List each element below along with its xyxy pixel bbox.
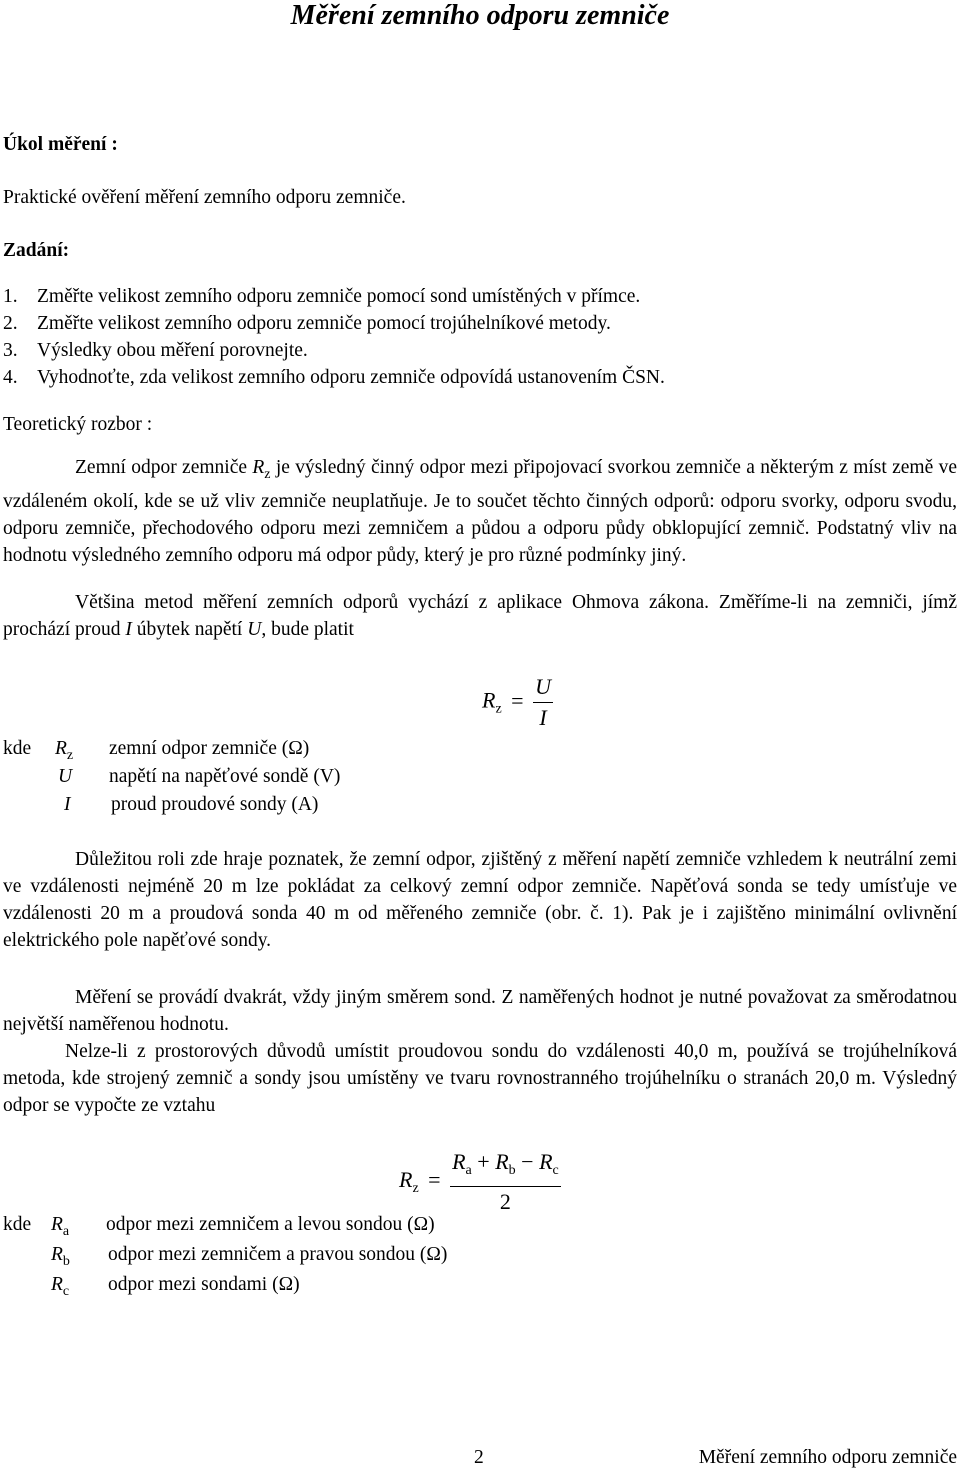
definition-row <box>3 1271 643 1300</box>
symbol-u: U <box>247 619 262 640</box>
definition-symbol <box>64 791 71 818</box>
assignment-heading: Zadání: <box>3 240 70 261</box>
symbol: I <box>64 794 71 815</box>
plus-sign: + <box>477 1149 490 1174</box>
equals-sign: = <box>511 687 524 713</box>
kde-label: kde <box>3 738 32 759</box>
item-number: 1. <box>3 286 18 307</box>
item-text: Změřte velikost zemního odporu zemniče pomocí sond umístěných v přímce. <box>37 286 641 307</box>
fraction <box>450 1147 561 1217</box>
definition-text: napětí na napěťové sondě (V) <box>109 766 341 787</box>
subscript: c <box>62 1284 70 1299</box>
assignment-item <box>3 310 611 337</box>
definition-text: proud proudové sondy (A) <box>111 794 319 815</box>
definition-symbol <box>51 1241 70 1275</box>
theory-paragraph-2 <box>3 589 957 643</box>
theory-heading: Teoretický rozbor : <box>3 414 153 435</box>
task-text: Praktické ověření měření zemního odporu zemniče. <box>3 187 406 208</box>
subscript: z <box>264 467 271 482</box>
subscript: c <box>552 1163 559 1178</box>
text-run: úbytek napětí <box>131 619 248 640</box>
subscript: b <box>62 1254 70 1269</box>
theory-paragraph-1 <box>3 454 957 569</box>
definition-row <box>3 763 603 792</box>
assignment-item <box>3 283 640 310</box>
formula-ohm <box>482 672 553 733</box>
definition-text: odpor mezi zemničem a pravou sondou (Ω) <box>108 1244 448 1265</box>
denominator <box>533 703 553 733</box>
definition-text: odpor mezi zemničem a levou sondou (Ω) <box>106 1214 435 1235</box>
definition-row <box>3 735 603 764</box>
definition-row <box>3 1241 643 1270</box>
assignment-item <box>3 337 308 364</box>
fraction <box>533 672 553 733</box>
text-run: je výsledný činný odpor mezi připojovací svorkou zemniče a některým z míst země ve vzdáleném okolí, kde se už vliv zemniče neuplatňuje. Je to součet těchto činných odporů: odporu svorky, odporu svodu, odporu zemniče, přechodového odporu mezi zemničem a půdou a odporu půdy obklopující zemnič. Podstatný vliv na hodnotu výsledného zemního odporu má odpor půdy, který je pro různé podmínky jiný. <box>3 457 957 566</box>
symbol: U <box>58 766 73 787</box>
formula-triangle <box>399 1147 561 1217</box>
subscript: a <box>62 1224 70 1239</box>
numerator <box>533 672 553 703</box>
item-number: 4. <box>3 367 18 388</box>
assignment-item <box>3 364 665 391</box>
equals-sign: = <box>428 1167 441 1193</box>
term-rb: R <box>495 1149 509 1174</box>
item-text: Výsledky obou měření porovnejte. <box>37 340 308 361</box>
item-text: Vyhodnoťte, zda velikost zemního odporu zemniče odpovídá ustanovením ČSN. <box>37 367 665 388</box>
paragraph-triangle-method: Nelze-li z prostorových důvodů umístit proudovou sondu do vzdálenosti 40,0 m, používá se trojúhelníková metoda, kde strojený zemnič a sondy jsou umístěny ve tvaru rovnostranného trojúhelníku o stranách 20,0 m. Výsledný odpor se vypočte ze vztahu <box>3 1041 957 1116</box>
numerator <box>450 1147 561 1187</box>
symbol-i: I <box>125 619 132 640</box>
formula-lhs-sub: z <box>412 1181 419 1197</box>
definition-text: zemní odpor zemniče (Ω) <box>109 738 310 759</box>
term-ra: R <box>452 1149 466 1174</box>
item-text: Změřte velikost zemního odporu zemniče pomocí trojúhelníkové metody. <box>37 313 611 334</box>
symbol: R <box>51 1274 63 1295</box>
item-number: 2. <box>3 313 18 334</box>
definition-row <box>3 791 603 820</box>
text-run: Zemní odpor zemniče <box>75 457 253 478</box>
text-run: , bude platit <box>261 619 354 640</box>
minus-sign: − <box>521 1149 534 1174</box>
formula-lhs-sub: z <box>495 701 502 717</box>
task-heading: Úkol měření : <box>3 134 118 155</box>
subscript: a <box>465 1163 472 1178</box>
item-number: 3. <box>3 340 18 361</box>
denominator-symbol: I <box>539 705 547 730</box>
definition-symbol <box>51 1211 69 1245</box>
subscript: b <box>508 1163 516 1178</box>
formula-lhs: R <box>482 687 496 713</box>
document-title: Měření zemního odporu zemniče <box>290 0 670 31</box>
text-run: Většina metod měření zemních odporů vychází z aplikace Ohmova zákona. Změříme-li na zemniči, jímž prochází proud <box>3 592 957 640</box>
kde-label: kde <box>3 1214 32 1235</box>
definition-text: odpor mezi sondami (Ω) <box>108 1274 300 1295</box>
paragraph-importance: Důležitou roli zde hraje poznatek, že zemní odpor, zjištěný z měření napětí zemniče vzhledem k neutrální zemi ve vzdálenosti nejméně 20 m lze pokládat za celkový zemní odpor zemniče. Napěťová sonda se tedy umísťuje ve vzdálenosti 20 m a proudová sonda 40 m od měřeného zemniče (obr. č. 1). Pak je i zajištěno minimální ovlivnění elektrického pole napěťové sondy. <box>3 849 957 951</box>
symbol: R <box>55 738 67 759</box>
definition-symbol <box>58 763 72 790</box>
denominator: 2 <box>499 1189 511 1214</box>
formula-lhs: R <box>399 1167 413 1193</box>
term-rc: R <box>539 1149 553 1174</box>
subscript: z <box>66 748 74 763</box>
symbol: R <box>51 1244 63 1265</box>
paragraph-measurement: Měření se provádí dvakrát, vždy jiným směrem sond. Z naměřených hodnot je nutné považovat za směrodatnou největší naměřenou hodnotu. <box>3 987 957 1035</box>
definition-symbol <box>51 1271 69 1305</box>
symbol: R <box>51 1214 63 1235</box>
page-number: 2 <box>474 1447 484 1468</box>
definition-row <box>3 1211 643 1240</box>
running-footer-title: Měření zemního odporu zemniče <box>698 1447 957 1468</box>
numerator-symbol: U <box>535 674 551 699</box>
symbol-r: R <box>252 457 265 478</box>
